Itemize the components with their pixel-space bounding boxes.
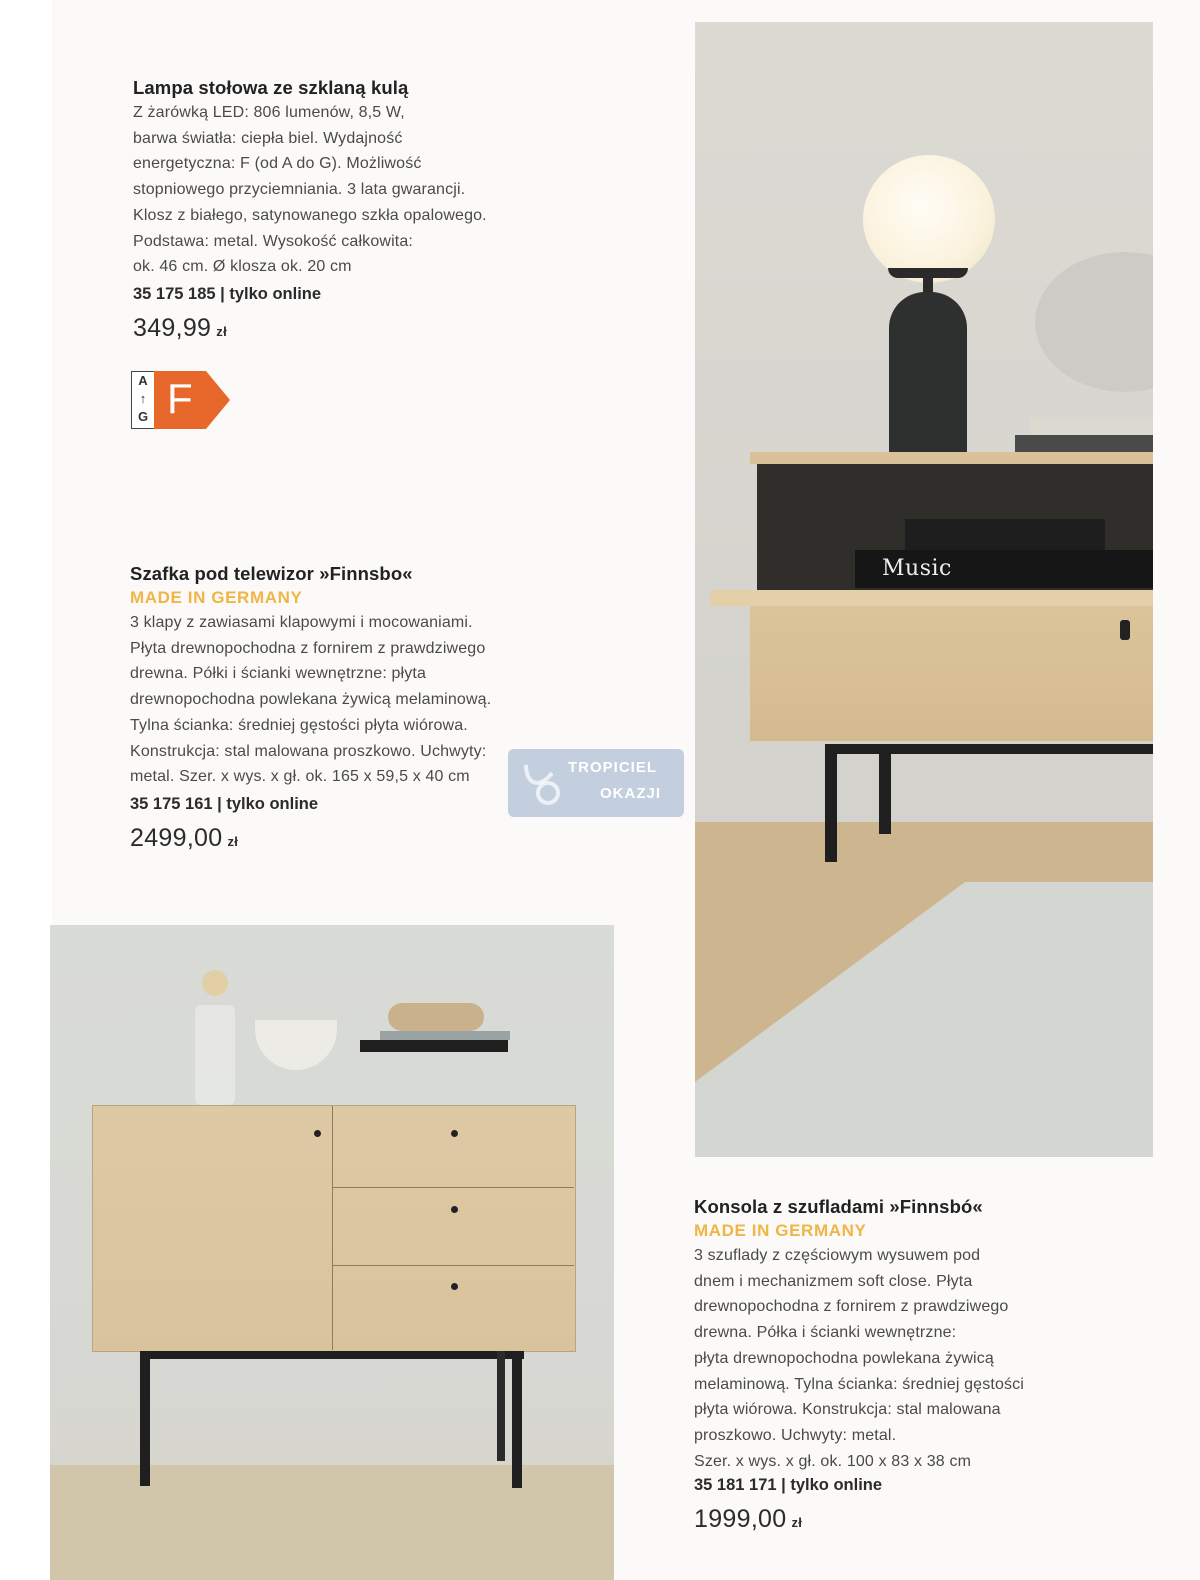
description-line: drewnopochodna z fornirem z prawdziwego — [694, 1298, 1009, 1316]
watermark-logo-icon — [518, 759, 566, 807]
energy-scale — [131, 371, 154, 429]
description-line: Podstawa: metal. Wysokość całkowita: — [133, 232, 414, 250]
description-line: energetyczna: F (od A do G). Możliwość — [133, 155, 422, 173]
cabinet-top — [750, 452, 1153, 464]
bowl — [255, 1020, 337, 1070]
book — [360, 1040, 508, 1052]
description-line: drewna. Półki i ścianki wewnętrzne: płyta — [130, 665, 427, 683]
sideboard-leg — [140, 1351, 150, 1486]
product-sku: 35 181 171 | tylko online — [694, 1476, 883, 1495]
lamp-base — [889, 292, 967, 452]
product-description — [694, 1243, 1024, 1474]
product-price — [133, 314, 487, 343]
drawer-knob — [451, 1130, 458, 1137]
cabinet-leg — [879, 744, 891, 834]
description-line: 3 klapy z zawiasami klapowymi i mocowaniami. — [130, 614, 473, 631]
made-in-badge: MADE IN GERMANY — [694, 1221, 867, 1240]
cabinet-frame — [825, 744, 1153, 754]
book-spine-text: Music — [882, 556, 952, 581]
cabinet-leg — [825, 744, 837, 862]
drawer-knob — [451, 1206, 458, 1213]
description-line: dnem i mechanizmem soft close. Płyta — [694, 1272, 973, 1290]
energy-scale-arrow-icon: ↑ — [139, 391, 147, 406]
product-tv-cabinet — [130, 562, 491, 853]
description-line: 3 szuflady z częściowym wysuwem pod — [694, 1247, 981, 1264]
page-margin — [0, 0, 52, 1580]
divider — [332, 1106, 333, 1350]
sideboard-body — [92, 1105, 576, 1352]
product-title: Lampa stołowa ze szklaną kulą — [133, 77, 409, 98]
floor — [50, 1465, 614, 1580]
cabinet-flap — [710, 590, 1153, 606]
watermark-line2: OKAZJI — [600, 785, 662, 802]
photo-lamp-tv-cabinet — [695, 22, 1153, 1157]
product-price — [130, 824, 491, 853]
description-line: ok. 46 cm. Ø klosza ok. 20 cm — [133, 258, 352, 276]
description-line: płyta drewnopochodna powlekana żywicą — [694, 1349, 994, 1367]
description-line: barwa światła: ciepła biel. Wydajność — [133, 129, 403, 147]
watermark — [508, 749, 684, 817]
description-line: melaminową. Tylna ścianka: średniej gęstości — [694, 1375, 1025, 1393]
description-line: metal. Szer. x wys. x gł. ok. 165 x 59,5 x 40 cm — [130, 768, 470, 786]
description-line: płyta wiórowa. Konstrukcja: stal malowana — [694, 1401, 1001, 1419]
product-description — [130, 610, 491, 790]
price-currency: zł — [227, 833, 239, 849]
photo-sideboard — [50, 925, 614, 1580]
divider — [333, 1265, 574, 1266]
energy-label — [131, 371, 231, 429]
rug — [695, 882, 1153, 1157]
product-description — [133, 100, 487, 280]
product-console — [694, 1195, 1024, 1534]
description-line: Szer. x wys. x gł. ok. 100 x 83 x 38 cm — [694, 1452, 972, 1470]
cabinet-handle — [1120, 620, 1130, 640]
description-line: Klosz z białego, satynowanego szkła opalowego. — [133, 206, 487, 224]
description-line: proszkowo. Uchwyty: metal. — [694, 1426, 897, 1444]
description-line: stopniowego przyciemniania. 3 lata gwarancji. — [133, 181, 466, 199]
wooden-bowl — [388, 1003, 484, 1031]
description-line: Tylna ścianka: średniej gęstości płyta wiórowa. — [130, 716, 468, 734]
made-in-badge: MADE IN GERMANY — [130, 588, 303, 607]
sideboard-frame — [140, 1351, 524, 1359]
vase-ornament — [202, 970, 228, 996]
sideboard-leg — [497, 1351, 505, 1461]
product-sku: 35 175 161 | tylko online — [130, 794, 319, 813]
energy-scale-bottom: G — [137, 409, 149, 424]
watermark-line1: TROPICIEL — [568, 759, 658, 776]
price-currency: zł — [791, 1515, 803, 1531]
price-value: 1999,00 — [694, 1505, 787, 1534]
energy-scale-top: A — [138, 373, 148, 388]
description-line: Płyta drewnopochodna z fornirem z prawdziwego — [130, 639, 486, 657]
cabinet-front — [750, 606, 1153, 741]
product-price — [694, 1505, 1024, 1534]
book-stack — [1015, 435, 1153, 453]
sideboard-leg — [512, 1351, 522, 1488]
price-currency: zł — [216, 323, 227, 339]
product-sku: 35 175 185 | tylko online — [133, 284, 322, 303]
energy-arrow-icon — [154, 371, 232, 429]
divider — [333, 1187, 574, 1188]
price-value: 2499,00 — [130, 823, 223, 852]
wall-shadow — [1035, 252, 1153, 392]
energy-class: F — [167, 375, 193, 422]
door-knob — [314, 1130, 321, 1137]
description-line: Konstrukcja: stal malowana proszkowo. Uchwyty: — [130, 742, 487, 760]
drawer-knob — [451, 1283, 458, 1290]
product-lamp — [133, 76, 487, 343]
book — [1030, 417, 1153, 435]
description-line: drewnopochodna powlekana żywicą melaminową. — [130, 691, 492, 709]
glass-vase — [195, 1005, 235, 1105]
book — [380, 1031, 510, 1040]
product-title: Konsola z szufladami »Finnsbó« — [694, 1196, 983, 1217]
product-title: Szafka pod telewizor »Finnsbo« — [130, 563, 413, 584]
price-value: 349,99 — [133, 313, 212, 342]
description-line: Z żarówką LED: 806 lumenów, 8,5 W, — [133, 104, 405, 121]
lamp-globe — [863, 155, 995, 283]
description-line: drewna. Półka i ścianki wewnętrzne: — [694, 1324, 957, 1342]
